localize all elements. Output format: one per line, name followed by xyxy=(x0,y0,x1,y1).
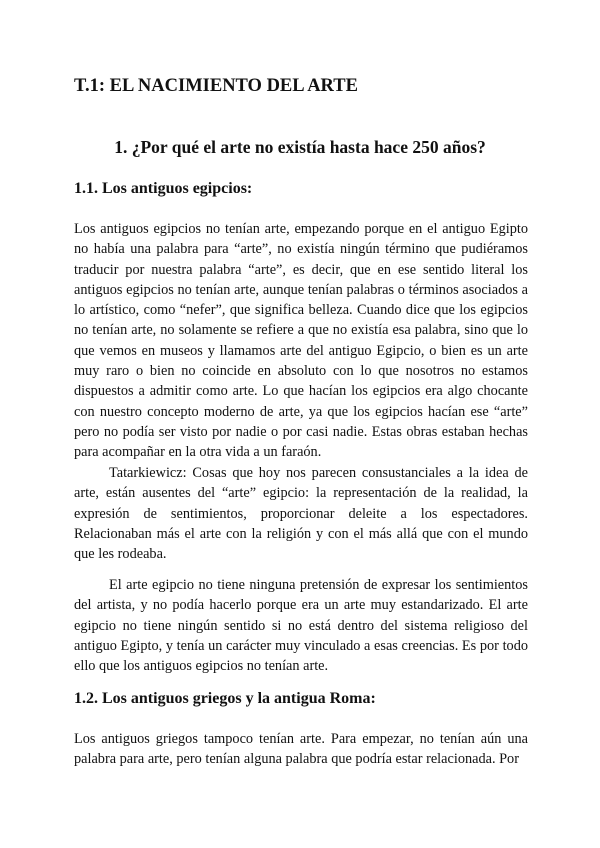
paragraph-egipcios-3: El arte egipcio no tiene ninguna pretensión de expresar los sentimientos del artista, y no podía hacerlo porque era un arte muy estandarizado. El arte egipcio no tiene ningún sentido si no está dentro del sistema religioso del antiguo Egipto, y tenía un carácter muy vinculado a esas creencias. Es por todo ello que los antiguos egipcios no tenían arte. xyxy=(74,577,528,675)
subsection-heading-griegos: 1.2. Los antiguos griegos y la antigua Roma: xyxy=(74,690,376,707)
section-heading: 1. ¿Por qué el arte no existía hasta hace 250 años? xyxy=(114,137,486,157)
document-title: T.1: EL NACIMIENTO DEL ARTE xyxy=(74,76,358,96)
paragraph-griegos-1: Los antiguos griegos tampoco tenían arte. Para empezar, no tenían aún una palabra para arte, pero tenían alguna palabra que podría estar relacionada. Por xyxy=(74,731,528,768)
subsection-heading-egipcios: 1.1. Los antiguos egipcios: xyxy=(74,180,253,197)
paragraph-egipcios-1: Los antiguos egipcios no tenían arte, empezando porque en el antiguo Egipto no había una palabra para “arte”, no existía ningún término que pudiéramos traducir por nuestra palabra “arte”, es decir, que en ese sentido literal los antiguos egipcios no tenían arte, aunque tenían palabras o términos asociados a lo artístico, como “nefer”, que significa belleza. Cuando dice que los egipcios no tenían arte, no solamente se refiere a que no existía esa palabra, sino que lo que vemos en museos y llamamos arte del antiguo Egipcio, o bien es un arte muy raro o bien no coincide en absoluto con lo que nosotros no estamos dispuestos a admitir como arte. Lo que hacían los egipcios era algo chocante con nuestro concepto moderno de arte, ya que los egipcios hacían ese “arte” pero no podía ser visto por nadie o por casi nadie. Estas obras estaban hechas para acompañar en la otra vida a un faraón. xyxy=(74,221,528,461)
paragraph-egipcios-2: Tatarkiewicz: Cosas que hoy nos parecen consustanciales a la idea de arte, están ausentes del “arte” egipcio: la representación de la realidad, la expresión de sentimientos, proporcionar deleite a los espectadores. Relacionaban más el arte con la religión y con el más allá que con el mundo que les rodeaba. xyxy=(74,465,528,563)
